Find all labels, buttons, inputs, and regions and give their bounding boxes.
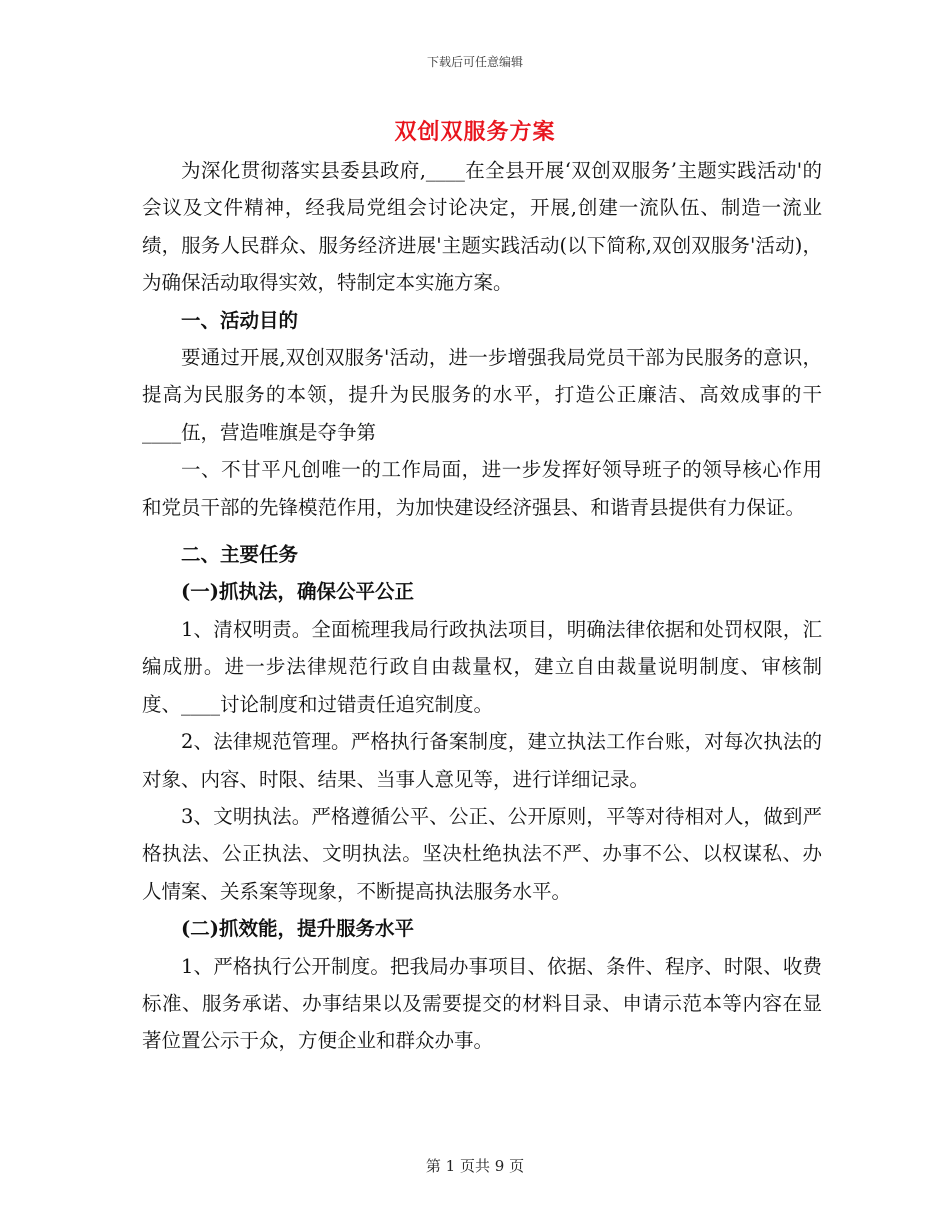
task-item-2: 2、法律规范管理。严格执行备案制度，建立执法工作台账，对每次执法的对象、内容、时限、结果、当事人意见等，进行详细记录。 xyxy=(142,730,822,791)
document-title: 双创双服务方案 xyxy=(394,119,556,145)
header-note: 下载后可任意编辑 xyxy=(426,55,523,69)
efficiency-item-1: 1、严格执行公开制度。把我局办事项目、依据、条件、程序、时限、收费标准、服务承诺、办事结果以及需要提交的材料目录、申请示范本等内容在显著位置公示于众，方便企业和群众办事。 xyxy=(142,954,822,1053)
purpose-paragraph-continued: 一、不甘平凡创唯一的工作局面，进一步发挥好领导班子的领导核心作用和党员干部的先锋模范作用，为加快建设经济强县、和谐青县提供有力保证。 xyxy=(142,458,822,519)
section-heading-tasks: 二、主要任务 xyxy=(181,543,299,567)
purpose-paragraph: 要通过开展,双创双服务'活动，进一步增强我局党员干部为民服务的意识，提高为民服务的本领，提升为民服务的水平，打造公正廉洁、高效成事的干____伍，营造唯旗是夺争第 xyxy=(142,346,822,444)
subsection-heading-enforcement: (一)抓执法，确保公平公正 xyxy=(181,580,414,604)
document-body xyxy=(142,152,822,1060)
page-footer: 第 1 页共 9 页 xyxy=(425,1157,525,1175)
subsection-heading-efficiency: (二)抓效能，提升服务水平 xyxy=(181,917,414,941)
section-heading-purpose: 一、活动目的 xyxy=(181,308,299,332)
intro-paragraph: 为深化贯彻落实县委县政府,____在全县开展‘双创双服务’主题实践活动'的会议及文件精神，经我局党组会讨论决定，开展,创建一流队伍、制造一流业绩，服务人民群众、服务经济进展'主题实践活动(以下简称,双创双服务'活动)，为确保活动取得实效，特制定本实施方案。 xyxy=(142,159,822,295)
task-item-1: 1、清权明责。全面梳理我局行政执法项目，明确法律依据和处罚权限，汇编成册。进一步法律规范行政自由裁量权，建立自由裁量说明制度、审核制度、____讨论制度和过错责任追究制度。 xyxy=(142,617,822,716)
task-item-3: 3、文明执法。严格遵循公平、公正、公开原则，平等对待相对人，做到严格执法、公正执法、文明执法。坚决杜绝执法不严、办事不公、以权谋私、办人情案、关系案等现象，不断提高执法服务水平。 xyxy=(142,804,822,903)
